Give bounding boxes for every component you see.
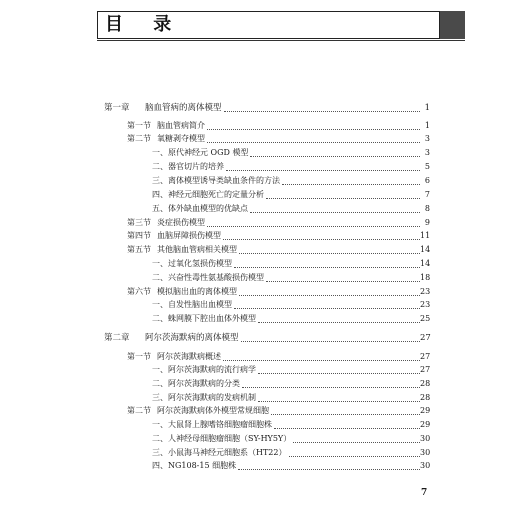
toc-entry-page: 18	[420, 273, 431, 282]
toc-entry-number: 第一节	[127, 352, 151, 361]
dot-leader	[234, 298, 420, 309]
dot-leader	[207, 216, 420, 227]
toc-entry-page: 23	[420, 287, 431, 296]
page-title: 目 录	[105, 14, 184, 35]
toc-entry-sub	[0, 377, 520, 391]
toc-entry-title: 四、神经元细胞死亡的定量分析	[152, 190, 264, 199]
toc-entry-sub	[0, 391, 520, 405]
toc-entry-title: 二、器官切片的培养	[152, 162, 224, 171]
toc-entry-sub	[0, 202, 520, 216]
toc-entry-title: 一、自发性脑出血模型	[152, 300, 232, 309]
toc-entry-title: 五、体外缺血模型的优缺点	[152, 204, 248, 213]
toc-entry-page: 29	[420, 406, 431, 415]
dot-leader	[238, 459, 420, 470]
dot-leader	[258, 391, 420, 402]
toc-entry-page: 25	[420, 314, 431, 323]
toc-entry-title: 炎症损伤模型	[157, 218, 205, 227]
toc-entry-number: 第一节	[127, 121, 151, 130]
toc-entry-page: 29	[420, 420, 431, 429]
toc-entry-sub	[0, 459, 520, 473]
toc-entry-page: 14	[420, 245, 431, 254]
toc-entry-page: 1	[424, 103, 430, 113]
toc-entry-title: 阿尔茨海默病概述	[157, 352, 221, 361]
header-rule	[97, 40, 465, 41]
toc-entry-chapter	[0, 101, 520, 115]
dot-leader	[274, 418, 420, 429]
toc-entry-page: 6	[424, 176, 430, 185]
toc-entry-sub	[0, 432, 520, 446]
toc-entry-page: 3	[424, 148, 430, 157]
dot-leader	[207, 132, 420, 143]
toc-entry-page: 28	[420, 393, 431, 402]
toc-entry-page: 8	[424, 204, 430, 213]
toc-entry-number: 第一章	[104, 103, 130, 113]
toc-entry-title: 其他脑血管病相关模型	[157, 245, 237, 254]
toc-entry-chapter	[0, 331, 520, 345]
toc-entry-page: 9	[424, 218, 430, 227]
toc-entry-number: 第五节	[127, 245, 151, 254]
toc-entry-title: 三、阿尔茨海默病的发病机制	[152, 393, 256, 402]
page-number: 7	[421, 488, 428, 498]
toc-entry-number: 第六节	[127, 287, 151, 296]
toc-entry-title: 脑血管病简介	[157, 121, 205, 130]
dot-leader	[226, 160, 420, 171]
toc-entry-sub	[0, 257, 520, 271]
toc-entry-number: 第三节	[127, 218, 151, 227]
dot-leader	[293, 432, 420, 443]
toc-entry-page: 30	[420, 448, 431, 457]
dot-leader	[241, 331, 420, 342]
toc-entry-section	[0, 119, 520, 133]
toc-entry-sub	[0, 146, 520, 160]
dot-leader	[239, 285, 420, 296]
toc-entry-title: 模拟脑出血的离体模型	[157, 287, 237, 296]
toc-entry-sub	[0, 298, 520, 312]
toc-entry-sub	[0, 271, 520, 285]
dot-leader	[266, 188, 420, 199]
toc-entry-page: 30	[420, 461, 431, 470]
toc-entry-title: 四、NG108-15 细胞株	[152, 461, 237, 470]
toc-entry-title: 二、阿尔茨海默病的分类	[152, 379, 240, 388]
toc-entry-page: 27	[420, 365, 431, 374]
dot-leader	[239, 243, 420, 254]
toc-entry-page: 11	[420, 231, 431, 240]
toc-entry-title: 一、原代神经元 OGD 模型	[152, 148, 249, 157]
toc-entry-page: 28	[420, 379, 431, 388]
dot-leader	[282, 174, 420, 185]
toc-entry-title: 三、离体模型诱导类缺血条件的方法	[152, 176, 280, 185]
toc-entry-number: 第四节	[127, 231, 151, 240]
toc-entry-page: 23	[420, 300, 431, 309]
toc-entry-title: 二、人神经母细胞瘤细胞（SY-HY5Y）	[152, 434, 292, 443]
toc-entry-section	[0, 243, 520, 257]
dot-leader	[266, 271, 420, 282]
toc-entry-section	[0, 350, 520, 364]
dot-leader	[258, 363, 420, 374]
toc-entry-page: 27	[420, 352, 431, 361]
toc-entry-title: 一、大鼠肾上腺嗜铬细胞瘤细胞株	[152, 420, 272, 429]
toc-entry-title: 阿尔茨海默病的离体模型	[145, 333, 239, 343]
toc-entry-title: 阿尔茨海默病体外模型常规细胞	[157, 406, 269, 415]
toc-entry-title: 二、兴奋性毒性氨基酸损伤模型	[152, 273, 264, 282]
dot-leader	[258, 312, 420, 323]
toc-entry-page: 5	[424, 162, 430, 171]
toc-entry-page: 27	[420, 333, 431, 343]
toc-entry-number: 第二节	[127, 406, 151, 415]
toc-entry-section	[0, 132, 520, 146]
toc-entry-page: 1	[424, 121, 430, 130]
toc-entry-title: 二、蛛网膜下腔出血体外模型	[152, 314, 256, 323]
toc-entry-number: 第二节	[127, 134, 151, 143]
dot-leader	[224, 101, 420, 112]
toc-entry-number: 第二章	[104, 333, 130, 343]
toc-entry-title: 氧糖剥夺模型	[157, 134, 205, 143]
toc-entry-sub	[0, 160, 520, 174]
dot-leader	[223, 229, 420, 240]
toc-entry-title: 一、过氧化氢损伤模型	[152, 259, 232, 268]
toc-entry-sub	[0, 418, 520, 432]
dot-leader	[271, 404, 420, 415]
toc-entry-title: 三、小鼠海马神经元细胞系（HT22）	[152, 448, 287, 457]
toc-entry-page: 3	[424, 134, 430, 143]
dot-leader	[250, 202, 420, 213]
toc-entry-sub	[0, 174, 520, 188]
dot-leader	[289, 446, 420, 457]
toc-entry-section	[0, 229, 520, 243]
toc-entry-sub	[0, 446, 520, 460]
dot-leader	[242, 377, 420, 388]
toc-entry-section	[0, 404, 520, 418]
toc-entry-title: 一、阿尔茨海默病的流行病学	[152, 365, 256, 374]
toc-entry-sub	[0, 363, 520, 377]
toc-entry-page: 30	[420, 434, 431, 443]
toc-entry-page: 14	[420, 259, 431, 268]
toc-entry-section	[0, 216, 520, 230]
toc-entry-section	[0, 285, 520, 299]
toc-entry-page: 7	[424, 190, 430, 199]
dot-leader	[234, 257, 420, 268]
toc-entry-sub	[0, 188, 520, 202]
toc-entry-title: 血脑屏障损伤模型	[157, 231, 221, 240]
toc-entry-title: 脑血管病的离体模型	[145, 103, 222, 113]
header-tab-block	[440, 11, 465, 39]
toc-entry-sub	[0, 312, 520, 326]
dot-leader	[223, 350, 420, 361]
dot-leader	[207, 119, 420, 130]
dot-leader	[250, 146, 420, 157]
